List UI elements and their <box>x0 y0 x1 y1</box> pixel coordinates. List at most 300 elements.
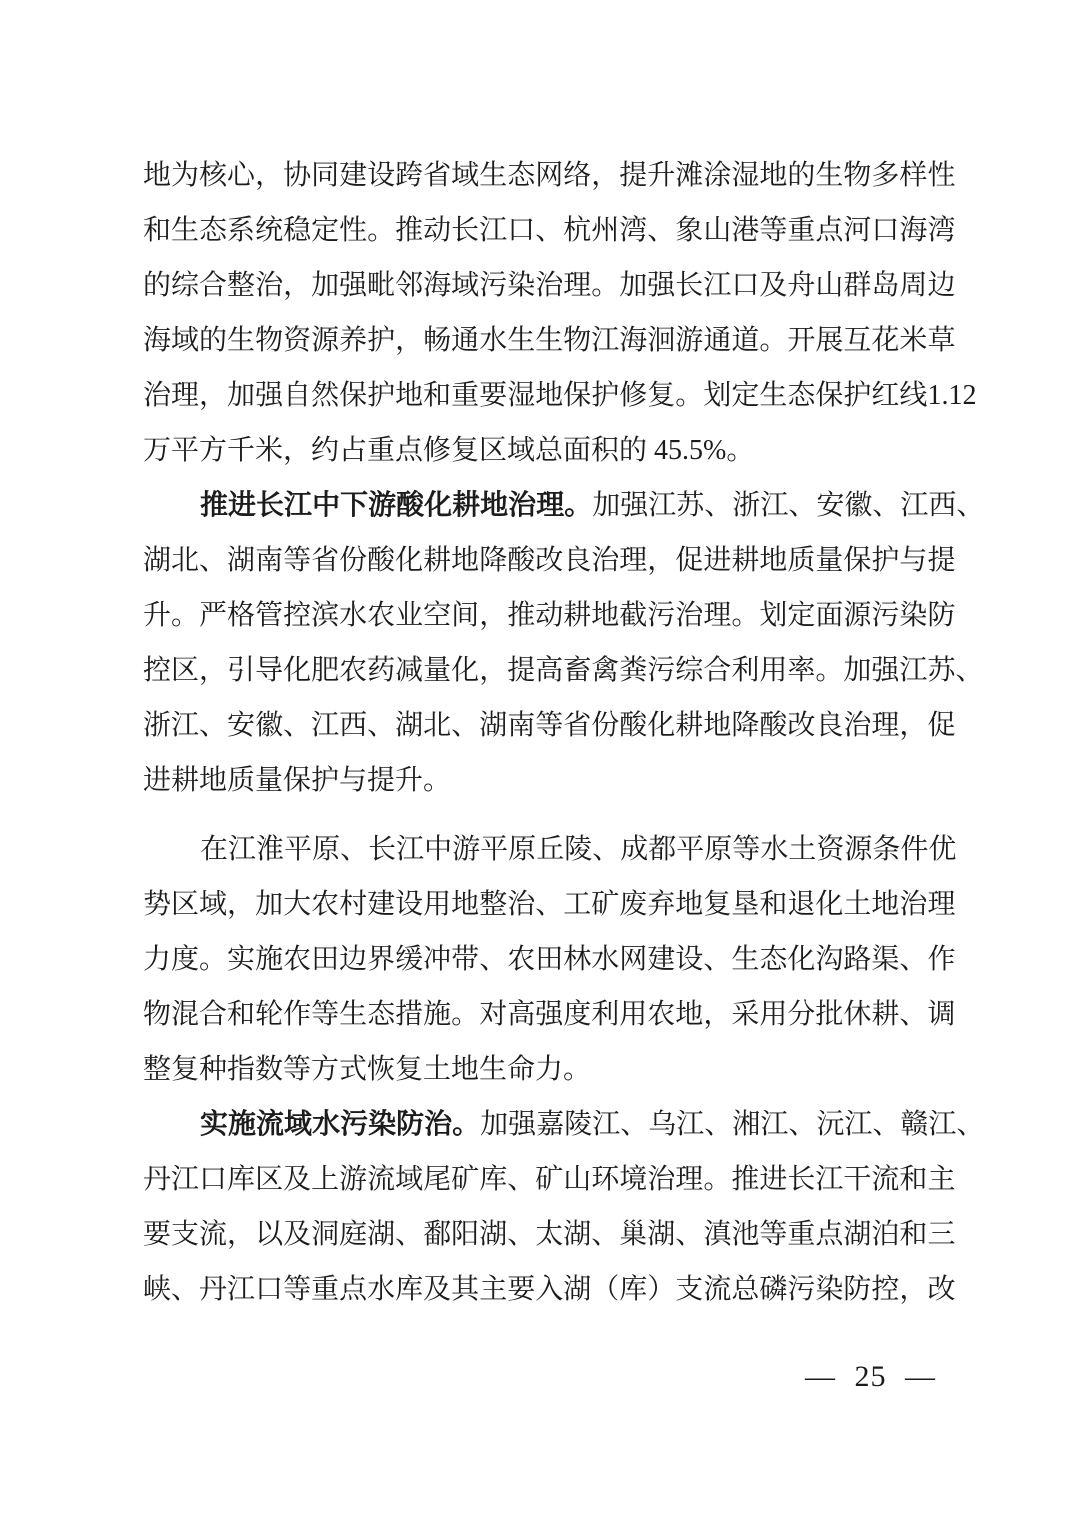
body-text: 区 <box>255 1163 284 1195</box>
body-text: 要 <box>143 1218 172 1250</box>
body-text: 农 <box>283 943 312 975</box>
body-text: 泊 <box>871 1218 900 1250</box>
text-line <box>143 258 956 313</box>
body-text: 份 <box>591 709 620 741</box>
body-text: 在 <box>200 833 229 865</box>
body-text: 土 <box>788 833 817 865</box>
body-text: 通 <box>703 324 732 356</box>
body-text: 和 <box>899 1163 928 1195</box>
body-text: 互 <box>843 324 872 356</box>
body-text: 样 <box>899 159 928 191</box>
body-text: 池 <box>731 1218 760 1250</box>
body-text: 治 <box>535 269 564 301</box>
body-text: 、 <box>872 489 901 521</box>
body-text: 地 <box>451 888 480 920</box>
body-text: 耕 <box>423 544 452 576</box>
body-text: 防 <box>927 599 956 631</box>
body-text: 江 <box>648 489 677 521</box>
body-text: 。 <box>815 654 844 686</box>
body-text: 源 <box>311 324 340 356</box>
body-text: 用 <box>423 888 452 920</box>
body-text: 、 <box>620 1108 649 1140</box>
bold-lead-text: 域 <box>284 1108 313 1140</box>
body-text: 治 <box>143 379 172 411</box>
body-text: 水 <box>479 324 508 356</box>
body-text: 长 <box>368 833 397 865</box>
body-text: 、 <box>395 1218 424 1250</box>
body-text: 带 <box>451 943 480 975</box>
body-text: 州 <box>591 214 620 246</box>
body-text: 地 <box>871 888 900 920</box>
body-text: 鄱 <box>423 1218 452 1250</box>
body-text: 划 <box>759 599 788 631</box>
body-text: 区 <box>171 888 200 920</box>
body-text: 平 <box>284 833 313 865</box>
body-text: 地 <box>451 544 480 576</box>
body-text: 批 <box>815 998 844 1030</box>
body-text: 护 <box>591 379 620 411</box>
body-text: 境 <box>619 1163 648 1195</box>
body-text: 、 <box>899 998 928 1030</box>
body-text: 三 <box>927 1218 956 1250</box>
bold-lead-text: 。 <box>564 489 593 521</box>
body-text: 等 <box>759 214 788 246</box>
body-text: 和 <box>143 214 172 246</box>
body-text: 态 <box>507 159 536 191</box>
body-text: 导 <box>255 654 284 686</box>
body-text: 施 <box>423 998 452 1030</box>
body-text: 省 <box>423 159 452 191</box>
body-text: 用 <box>759 654 788 686</box>
body-text: 强 <box>339 269 368 301</box>
body-text: 、 <box>788 1108 817 1140</box>
body-text: 生 <box>339 998 368 1030</box>
body-text: 。 <box>731 599 760 631</box>
body-text: 耕 <box>563 599 592 631</box>
body-text: 邻 <box>395 269 424 301</box>
paragraph-acidified-farmland <box>143 478 985 808</box>
body-text: 主 <box>927 1163 956 1195</box>
body-text: 水 <box>367 1273 396 1305</box>
body-text: 自 <box>283 379 312 411</box>
body-text: 北 <box>171 544 200 576</box>
body-text: 江 <box>676 1108 705 1140</box>
body-text: 长 <box>787 1163 816 1195</box>
body-text: 上 <box>311 1163 340 1195</box>
body-text: 等 <box>311 998 340 1030</box>
body-text: 治 <box>591 544 620 576</box>
body-text: 定 <box>787 599 816 631</box>
body-text: 的 <box>787 159 816 191</box>
body-text: 西 <box>339 709 368 741</box>
body-text: 域 <box>171 324 200 356</box>
body-text: 污 <box>647 654 676 686</box>
body-text: 重 <box>787 214 816 246</box>
body-text: 流 <box>367 1163 396 1195</box>
body-text: 平 <box>480 833 509 865</box>
bold-lead-text: 化 <box>424 489 453 521</box>
body-text: 重 <box>311 1273 340 1305</box>
body-text: 嘉 <box>536 1108 565 1140</box>
body-text: 理 <box>871 709 900 741</box>
body-text: 生 <box>759 379 788 411</box>
body-text: 高 <box>507 998 536 1030</box>
text-line <box>143 533 956 588</box>
body-text: 湿 <box>731 159 760 191</box>
body-text: 湾 <box>927 214 956 246</box>
body-text: 加 <box>227 379 256 411</box>
body-text: 、 <box>367 709 396 741</box>
body-text: 严 <box>199 599 228 631</box>
body-text: 染 <box>507 269 536 301</box>
body-text: 。 <box>591 269 620 301</box>
body-text: 口 <box>871 214 900 246</box>
body-text: 大 <box>283 888 312 920</box>
body-text: 态 <box>759 943 788 975</box>
text-line <box>143 423 940 478</box>
bold-lead-text: 地 <box>480 489 509 521</box>
body-text: 地 <box>759 544 788 576</box>
body-text: 份 <box>339 544 368 576</box>
body-text: 加 <box>480 1108 509 1140</box>
body-text: 地 <box>591 599 620 631</box>
body-text: 作 <box>927 943 956 975</box>
body-text: 势 <box>143 888 172 920</box>
body-text: ， <box>647 544 676 576</box>
text-line <box>143 932 956 987</box>
body-text: 田 <box>535 943 564 975</box>
body-text: 河 <box>843 214 872 246</box>
body-text: 周 <box>899 269 928 301</box>
body-text: 理 <box>703 599 732 631</box>
text-line <box>143 1262 956 1317</box>
bold-lead-text: 。 <box>452 1108 481 1140</box>
body-text: 要 <box>507 1273 536 1305</box>
body-text: 强 <box>647 269 676 301</box>
body-text: 网 <box>535 159 564 191</box>
body-text: 原 <box>704 833 733 865</box>
body-text: 资 <box>283 324 312 356</box>
body-text: 设 <box>675 943 704 975</box>
bold-lead-text: 治 <box>424 1108 453 1140</box>
body-text: 山 <box>815 269 844 301</box>
body-text: 徽 <box>844 489 873 521</box>
body-text: 巢 <box>619 1218 648 1250</box>
body-text: 质 <box>787 544 816 576</box>
body-text: 实 <box>227 943 256 975</box>
body-text: 耕 <box>731 544 760 576</box>
bold-lead-text: 中 <box>312 489 341 521</box>
body-text: 域 <box>451 269 480 301</box>
body-text: 护 <box>843 379 872 411</box>
body-text: 江 <box>703 269 732 301</box>
body-text: 心 <box>227 159 256 191</box>
body-text: 动 <box>535 599 564 631</box>
body-text: 浙 <box>732 489 761 521</box>
body-text: 江 <box>171 1163 200 1195</box>
body-text: 物 <box>843 159 872 191</box>
body-text: 作 <box>283 998 312 1030</box>
paragraph-watershed-pollution <box>143 1097 985 1317</box>
body-text: 施 <box>255 943 284 975</box>
body-text: 边 <box>927 269 956 301</box>
body-text: 流 <box>199 1218 228 1250</box>
body-text: 理 <box>171 379 200 411</box>
body-text: 农 <box>339 654 368 686</box>
body-text: 强 <box>620 489 649 521</box>
body-text: 加 <box>255 888 284 920</box>
body-text: 、 <box>507 1163 536 1195</box>
body-text: 流 <box>703 1273 732 1305</box>
body-text: 湾 <box>619 214 648 246</box>
body-text: 治 <box>507 888 536 920</box>
body-text: 进 <box>759 1163 788 1195</box>
body-text: 分 <box>787 998 816 1030</box>
body-text: 地 <box>675 888 704 920</box>
body-text: 条 <box>872 833 901 865</box>
body-text: 与 <box>899 544 928 576</box>
body-text: 省 <box>563 709 592 741</box>
body-text: 丘 <box>536 833 565 865</box>
body-text: 农 <box>647 998 676 1030</box>
bold-lead-text: 施 <box>228 1108 257 1140</box>
bold-lead-text: 治 <box>508 489 537 521</box>
body-text: 边 <box>339 943 368 975</box>
body-text: 磷 <box>759 1273 788 1305</box>
body-text: 利 <box>731 654 760 686</box>
body-text: 的 <box>199 324 228 356</box>
body-text: 护 <box>367 379 396 411</box>
body-text: 、 <box>592 833 621 865</box>
body-text: 陵 <box>564 833 593 865</box>
body-text: 用 <box>759 998 788 1030</box>
body-text: ， <box>479 599 508 631</box>
body-text: 、 <box>479 943 508 975</box>
body-text: 。 <box>703 1163 732 1195</box>
body-text: 其 <box>451 1273 480 1305</box>
body-text: 江 <box>396 833 425 865</box>
body-text: 及 <box>423 1273 452 1305</box>
body-text: 等 <box>535 709 564 741</box>
body-text: 点 <box>815 214 844 246</box>
body-text: 界 <box>367 943 396 975</box>
text-line <box>143 753 940 808</box>
body-text: ， <box>395 324 424 356</box>
body-text: 滩 <box>675 159 704 191</box>
body-text: 化 <box>283 654 312 686</box>
body-text: 、 <box>199 709 228 741</box>
body-text: 滇 <box>703 1218 732 1250</box>
body-text: 和 <box>759 888 788 920</box>
body-text: 徽 <box>255 709 284 741</box>
body-text: 及 <box>759 269 788 301</box>
body-text: 。 <box>675 379 704 411</box>
bold-lead-text: 进 <box>228 489 257 521</box>
body-text: 性 <box>339 214 368 246</box>
body-text: 、 <box>955 654 984 686</box>
body-text: 稳 <box>283 214 312 246</box>
body-text: 及 <box>283 1218 312 1250</box>
bold-lead-text: 防 <box>396 1108 425 1140</box>
body-text: 湖 <box>563 1273 592 1305</box>
body-text: 乌 <box>648 1108 677 1140</box>
body-text: 污 <box>479 269 508 301</box>
bold-lead-text: 染 <box>368 1108 397 1140</box>
body-text: 引 <box>227 654 256 686</box>
body-text: 主 <box>479 1273 508 1305</box>
body-text: 混 <box>171 998 200 1030</box>
body-text: 红 <box>871 379 900 411</box>
body-text: 、 <box>675 1218 704 1250</box>
text-line <box>143 313 956 368</box>
body-text: 库 <box>227 1163 256 1195</box>
body-text: 。 <box>759 324 788 356</box>
body-text: 江 <box>228 833 257 865</box>
body-text: 物 <box>563 324 592 356</box>
body-text: 业 <box>395 599 424 631</box>
body-text: 升 <box>647 159 676 191</box>
body-text: 酸 <box>759 709 788 741</box>
body-text: 定 <box>311 214 340 246</box>
body-text: 港 <box>731 214 760 246</box>
body-text: 浙 <box>143 709 172 741</box>
body-text: 力 <box>143 943 172 975</box>
body-text: 涂 <box>703 159 732 191</box>
body-text: 、 <box>171 1273 200 1305</box>
body-text: 进耕地质量保护与提升。 <box>143 765 452 796</box>
body-text: 污 <box>647 599 676 631</box>
body-text: 长 <box>451 214 480 246</box>
body-text: 江 <box>900 489 929 521</box>
body-text: 开 <box>787 324 816 356</box>
body-text: 、 <box>704 489 733 521</box>
body-text: 、 <box>591 1218 620 1250</box>
text-line <box>143 698 956 753</box>
bold-lead-text: 推 <box>200 489 229 521</box>
body-text: 保 <box>843 544 872 576</box>
body-text: 弃 <box>647 888 676 920</box>
body-text: 口 <box>255 1273 284 1305</box>
paragraph-land-restoration <box>143 822 957 1097</box>
body-text: 污 <box>871 599 900 631</box>
body-text: 庭 <box>339 1218 368 1250</box>
body-text: 舟 <box>787 269 816 301</box>
body-text: 、 <box>788 489 817 521</box>
body-text: 保 <box>815 379 844 411</box>
body-text: 化 <box>395 544 424 576</box>
body-text: 农 <box>507 943 536 975</box>
text-line <box>143 643 984 698</box>
body-text: 加 <box>311 269 340 301</box>
body-text: ， <box>199 379 228 411</box>
body-text: 推 <box>731 1163 760 1195</box>
body-text: 控 <box>871 1273 900 1305</box>
body-text: 江 <box>227 1273 256 1305</box>
body-text: ， <box>479 654 508 686</box>
body-text: 网 <box>619 943 648 975</box>
body-text: 进 <box>703 544 732 576</box>
body-text: 和 <box>423 379 452 411</box>
body-text: 矿 <box>591 888 620 920</box>
body-text: 资 <box>816 833 845 865</box>
body-text: 等 <box>283 1273 312 1305</box>
body-text: 件 <box>900 833 929 865</box>
body-text: ， <box>899 709 928 741</box>
body-text: 推 <box>395 214 424 246</box>
body-text: 降 <box>731 709 760 741</box>
body-text: ， <box>199 654 228 686</box>
body-text: 、 <box>704 1108 733 1140</box>
body-text: 生 <box>731 943 760 975</box>
body-text: 保 <box>339 379 368 411</box>
body-text: 、 <box>647 214 676 246</box>
text-line <box>143 1207 956 1262</box>
body-text: 护 <box>871 544 900 576</box>
text-line <box>143 203 956 258</box>
body-text: 态 <box>199 214 228 246</box>
body-text: 江 <box>592 1108 621 1140</box>
body-text: 洞 <box>311 1218 340 1250</box>
body-text: 系 <box>227 214 256 246</box>
body-text: 化 <box>787 943 816 975</box>
body-text: 峡 <box>143 1273 172 1305</box>
body-text: 建 <box>647 943 676 975</box>
body-text: 口 <box>507 214 536 246</box>
body-text: 矿 <box>535 1163 564 1195</box>
body-text: 湖 <box>647 1218 676 1250</box>
body-text: 地 <box>675 998 704 1030</box>
body-text: 田 <box>311 943 340 975</box>
body-text: 生 <box>479 159 508 191</box>
body-text: 原 <box>312 833 341 865</box>
body-text: 江 <box>760 1108 789 1140</box>
body-text: 等 <box>283 544 312 576</box>
text-line <box>143 877 956 932</box>
body-text: ， <box>591 159 620 191</box>
body-text: 理 <box>675 1163 704 1195</box>
body-text: 洄 <box>647 324 676 356</box>
text-line <box>143 368 977 423</box>
body-text: 优 <box>928 833 957 865</box>
body-text: 要 <box>479 379 508 411</box>
body-text: 海 <box>899 214 928 246</box>
body-text: 升 <box>143 599 172 631</box>
body-text: 地 <box>703 709 732 741</box>
body-text: 护 <box>367 324 396 356</box>
body-text: 物 <box>255 324 284 356</box>
body-text: 库 <box>395 1273 424 1305</box>
body-text: 毗 <box>367 269 396 301</box>
body-text: 村 <box>339 888 368 920</box>
body-text: 缓 <box>395 943 424 975</box>
body-text: ， <box>703 998 732 1030</box>
body-text: 调 <box>927 998 956 1030</box>
text-line <box>143 987 956 1042</box>
body-text: 理 <box>927 888 956 920</box>
body-text: 淮 <box>256 833 285 865</box>
body-text: 太 <box>535 1218 564 1250</box>
body-text: 通 <box>451 324 480 356</box>
body-text: 口 <box>199 1163 228 1195</box>
body-text: 合 <box>703 654 732 686</box>
body-text: 安 <box>227 709 256 741</box>
body-text: 道 <box>731 324 760 356</box>
body-text: 湖 <box>395 709 424 741</box>
body-text: 、 <box>703 943 732 975</box>
body-text: 群 <box>843 269 872 301</box>
body-text: 酸 <box>367 544 396 576</box>
body-text: 江 <box>479 214 508 246</box>
